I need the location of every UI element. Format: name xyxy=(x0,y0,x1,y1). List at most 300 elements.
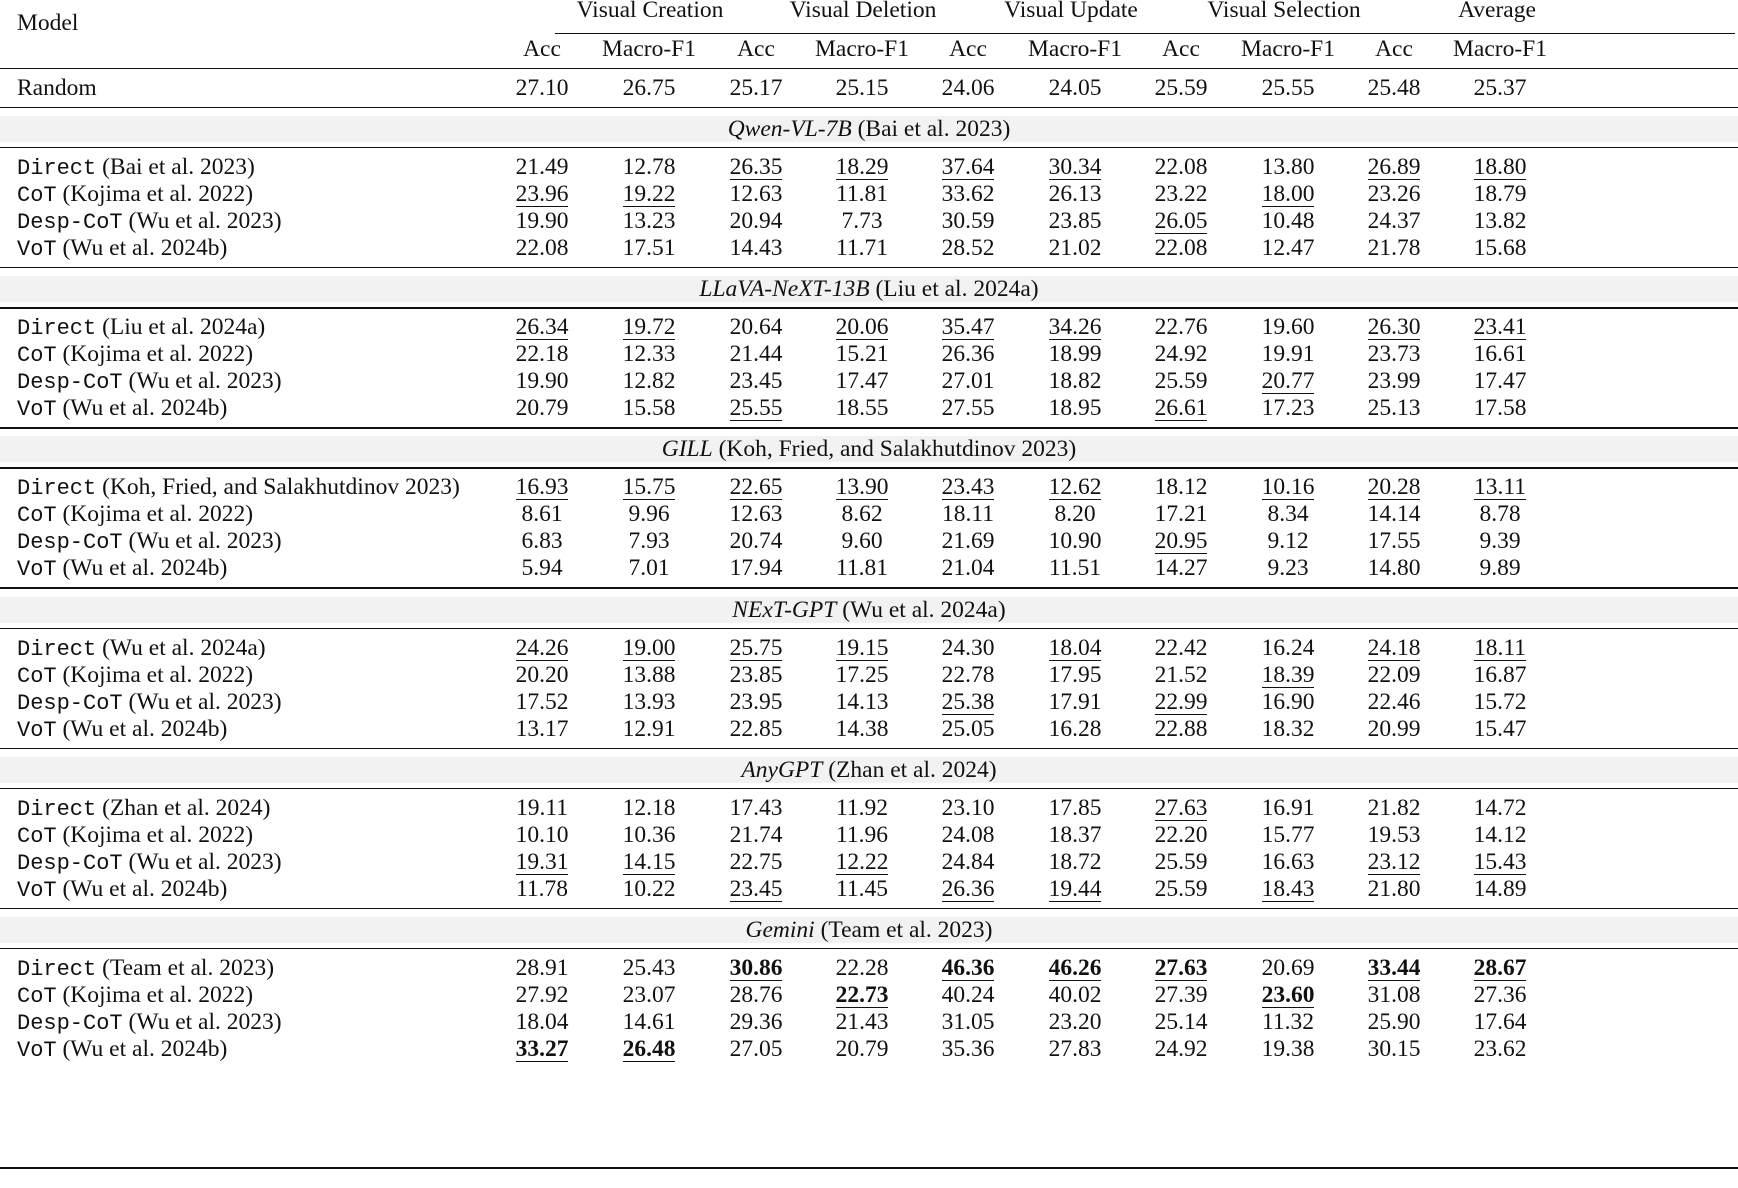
cell-value: 24.08 xyxy=(941,821,995,848)
cell-value: 13.11 xyxy=(1473,474,1526,501)
table-cell xyxy=(487,500,597,528)
cell-value: 27.36 xyxy=(1473,982,1527,1008)
method-citation: (Kojima et al. 2022) xyxy=(62,821,254,848)
model-name: Gemini xyxy=(745,917,815,943)
cell-value: 17.95 xyxy=(1048,661,1102,688)
cell-value: 25.15 xyxy=(835,75,889,101)
cell-value: 17.55 xyxy=(1367,528,1421,555)
cell-value: 14.13 xyxy=(835,688,889,715)
cell-value: 25.59 xyxy=(1154,875,1208,902)
method-label xyxy=(17,821,253,851)
table-cell xyxy=(807,661,917,689)
cell-value: 21.43 xyxy=(835,1009,889,1035)
method-citation: (Wu et al. 2023) xyxy=(128,528,282,555)
table-cell xyxy=(1339,473,1449,501)
table-cell xyxy=(701,153,811,181)
cell-value: 8.20 xyxy=(1054,501,1096,528)
method-citation: (Kojima et al. 2022) xyxy=(62,982,254,1008)
table-cell xyxy=(807,234,917,262)
method-label xyxy=(17,661,253,691)
cell-value: 27.63 xyxy=(1154,794,1208,821)
cell-value: 12.63 xyxy=(729,501,783,528)
method-name: Desp-CoT xyxy=(17,530,123,556)
cell-value: 20.94 xyxy=(729,208,783,234)
table-cell xyxy=(913,527,1023,555)
cell-value: 20.77 xyxy=(1261,368,1315,395)
method-label xyxy=(17,875,227,905)
random-value xyxy=(701,74,811,102)
table-cell xyxy=(1339,207,1449,235)
table-cell xyxy=(1126,394,1236,422)
method-citation: (Kojima et al. 2022) xyxy=(62,501,254,528)
table-cell xyxy=(1339,340,1449,368)
table-cell xyxy=(1445,207,1555,235)
cell-value: 18.04 xyxy=(1048,634,1102,661)
table-cell xyxy=(1126,554,1236,582)
table-cell xyxy=(594,207,704,235)
table-cell xyxy=(487,180,597,208)
table-cell xyxy=(1126,234,1236,262)
table-cell xyxy=(1233,180,1343,208)
cell-value: 12.18 xyxy=(622,794,676,821)
table-cell xyxy=(913,981,1023,1009)
cell-value: 19.91 xyxy=(1261,341,1315,368)
cell-value: 25.38 xyxy=(941,688,995,715)
table-cell xyxy=(1233,688,1343,716)
cell-value: 19.38 xyxy=(1261,1036,1315,1062)
table-cell xyxy=(594,1008,704,1036)
method-name: Desp-CoT xyxy=(17,690,123,716)
table-cell xyxy=(1339,1008,1449,1036)
method-label xyxy=(17,981,253,1011)
method-name: VoT xyxy=(17,717,57,743)
method-label xyxy=(17,527,282,557)
method-citation: (Wu et al. 2023) xyxy=(128,1009,282,1035)
cell-value: 18.99 xyxy=(1048,341,1102,368)
table-cell xyxy=(1445,500,1555,528)
table-cell xyxy=(1339,180,1449,208)
cell-value: 23.22 xyxy=(1154,181,1208,207)
table-cell xyxy=(594,234,704,262)
cell-value: 22.99 xyxy=(1154,688,1208,715)
model-name: GILL xyxy=(661,436,713,463)
table-cell xyxy=(594,180,704,208)
cell-value: 17.52 xyxy=(515,688,569,715)
subcolumn-header-macro-f1: Macro-F1 xyxy=(1028,36,1122,62)
table-cell xyxy=(1445,715,1555,743)
table-cell xyxy=(1020,715,1130,743)
table-cell xyxy=(1233,1035,1343,1063)
cell-value: 14.80 xyxy=(1367,555,1421,582)
table-cell xyxy=(1445,527,1555,555)
table-cell xyxy=(1339,981,1449,1009)
cell-value: 40.02 xyxy=(1048,982,1102,1008)
model-section-title xyxy=(0,435,1738,463)
cell-value: 22.20 xyxy=(1154,821,1208,848)
table-cell xyxy=(487,821,597,849)
model-citation: (Team et al. 2023) xyxy=(820,917,993,943)
table-cell xyxy=(1445,688,1555,716)
cell-value: 15.75 xyxy=(622,474,676,501)
table-cell xyxy=(1445,661,1555,689)
table-cell xyxy=(701,634,811,662)
table-cell xyxy=(594,634,704,662)
cell-value: 25.59 xyxy=(1154,75,1208,101)
table-cell xyxy=(807,527,917,555)
cell-value: 17.21 xyxy=(1154,501,1208,528)
table-cell xyxy=(1020,875,1130,903)
cell-value: 24.05 xyxy=(1048,75,1102,101)
table-cell xyxy=(1020,313,1130,341)
cell-value: 22.85 xyxy=(729,715,783,742)
table-cell xyxy=(487,207,597,235)
model-citation: (Bai et al. 2023) xyxy=(857,116,1011,142)
table-cell xyxy=(1339,661,1449,689)
cell-value: 25.13 xyxy=(1367,395,1421,422)
cell-value: 14.15 xyxy=(622,848,676,875)
cell-value: 20.95 xyxy=(1154,528,1208,555)
cell-value: 22.42 xyxy=(1154,634,1208,661)
method-label xyxy=(17,954,274,984)
cell-value: 9.23 xyxy=(1267,555,1309,582)
group-header-visual-deletion: Visual Deletion xyxy=(789,0,937,23)
method-citation: (Wu et al. 2023) xyxy=(128,368,282,395)
table-cell xyxy=(913,473,1023,501)
cell-value: 21.02 xyxy=(1048,235,1102,261)
cell-value: 22.08 xyxy=(515,235,569,261)
cell-value: 25.43 xyxy=(622,955,676,981)
table-cell xyxy=(701,875,811,903)
subcolumn-header-macro-f1: Macro-F1 xyxy=(602,36,696,62)
table-cell xyxy=(913,340,1023,368)
cell-value: 17.58 xyxy=(1473,395,1527,422)
cell-value: 19.44 xyxy=(1048,875,1102,902)
method-name: Direct xyxy=(17,156,97,181)
cell-value: 25.17 xyxy=(729,75,783,101)
table-cell xyxy=(1020,207,1130,235)
cell-value: 12.63 xyxy=(729,181,783,207)
table-cell xyxy=(1020,153,1130,181)
table-cell xyxy=(701,848,811,876)
table-cell xyxy=(1020,794,1130,822)
method-citation: (Zhan et al. 2024) xyxy=(102,794,271,821)
cell-value: 7.01 xyxy=(628,555,670,582)
cell-value: 23.60 xyxy=(1261,982,1315,1008)
cell-value: 25.59 xyxy=(1154,368,1208,395)
method-citation: (Wu et al. 2024b) xyxy=(62,235,228,261)
table-cell xyxy=(807,1008,917,1036)
method-label xyxy=(17,367,282,397)
cell-value: 8.61 xyxy=(521,501,563,528)
table-cell xyxy=(1126,661,1236,689)
cell-value: 21.49 xyxy=(515,154,569,180)
method-citation: (Kojima et al. 2022) xyxy=(62,181,254,207)
table-cell xyxy=(487,688,597,716)
method-name: Direct xyxy=(17,316,97,342)
table-cell xyxy=(1233,313,1343,341)
cell-value: 17.51 xyxy=(622,235,676,261)
cell-value: 23.62 xyxy=(1473,1036,1527,1062)
method-label xyxy=(17,500,253,530)
method-label xyxy=(17,180,253,210)
group-header-visual-selection: Visual Selection xyxy=(1207,0,1361,23)
table-cell xyxy=(1233,527,1343,555)
method-citation: (Liu et al. 2024a) xyxy=(102,314,266,341)
cell-value: 19.31 xyxy=(515,848,569,875)
table-cell xyxy=(1020,981,1130,1009)
table-cell xyxy=(1233,554,1343,582)
cell-value: 15.68 xyxy=(1473,235,1527,261)
method-label xyxy=(17,1035,227,1065)
cell-value: 15.58 xyxy=(622,395,676,422)
table-cell xyxy=(1020,954,1130,982)
table-cell xyxy=(487,1008,597,1036)
cell-value: 19.22 xyxy=(622,181,676,207)
method-name: VoT xyxy=(17,877,57,903)
method-citation: (Wu et al. 2024b) xyxy=(62,875,228,902)
cell-value: 12.22 xyxy=(835,848,889,875)
cell-value: 18.55 xyxy=(835,395,889,422)
cell-value: 26.05 xyxy=(1154,208,1208,234)
cell-value: 23.96 xyxy=(515,181,569,207)
cell-value: 9.96 xyxy=(628,501,670,528)
cell-value: 23.99 xyxy=(1367,368,1421,395)
table-cell xyxy=(487,367,597,395)
method-name: VoT xyxy=(17,397,57,423)
cell-value: 22.46 xyxy=(1367,688,1421,715)
cell-value: 15.77 xyxy=(1261,821,1315,848)
method-label xyxy=(17,794,270,824)
table-cell xyxy=(487,313,597,341)
table-cell xyxy=(807,207,917,235)
cell-value: 15.43 xyxy=(1473,848,1527,875)
cell-value: 46.26 xyxy=(1048,955,1102,981)
group-header-average: Average xyxy=(1458,0,1536,23)
cell-value: 17.47 xyxy=(1473,368,1527,395)
section-header-rule xyxy=(0,948,1738,949)
method-citation: (Wu et al. 2024b) xyxy=(62,555,228,582)
subcolumn-header-acc: Acc xyxy=(1375,36,1413,62)
table-cell xyxy=(807,554,917,582)
cell-value: 18.37 xyxy=(1048,821,1102,848)
section-bottom-rule xyxy=(0,267,1738,268)
table-cell xyxy=(594,340,704,368)
table-cell xyxy=(1445,875,1555,903)
cell-value: 18.32 xyxy=(1261,715,1315,742)
table-cell xyxy=(1339,688,1449,716)
cell-value: 28.91 xyxy=(515,955,569,981)
table-cell xyxy=(1126,1035,1236,1063)
method-name: VoT xyxy=(17,1038,57,1063)
cell-value: 27.92 xyxy=(515,982,569,1008)
table-cell xyxy=(1339,848,1449,876)
cell-value: 21.44 xyxy=(729,341,783,368)
cell-value: 35.47 xyxy=(941,314,995,341)
cell-value: 26.35 xyxy=(729,154,783,180)
method-name: Desp-CoT xyxy=(17,1011,123,1036)
table-cell xyxy=(701,234,811,262)
cell-value: 6.83 xyxy=(521,528,563,555)
cell-value: 26.13 xyxy=(1048,181,1102,207)
table-cell xyxy=(487,661,597,689)
cell-value: 25.55 xyxy=(1261,75,1315,101)
model-citation: (Zhan et al. 2024) xyxy=(828,756,997,783)
table-cell xyxy=(1233,794,1343,822)
cell-value: 24.84 xyxy=(941,848,995,875)
model-section-title xyxy=(0,275,1738,303)
model-citation: (Koh, Fried, and Salakhutdinov 2023) xyxy=(718,436,1077,463)
cell-value: 9.39 xyxy=(1479,528,1521,555)
table-cell xyxy=(1020,1035,1130,1063)
cell-value: 19.53 xyxy=(1367,821,1421,848)
table-cell xyxy=(1020,527,1130,555)
section-bottom-rule xyxy=(0,587,1738,588)
model-section-title xyxy=(0,916,1738,944)
table-cell xyxy=(594,981,704,1009)
cell-value: 23.95 xyxy=(729,688,783,715)
table-cell xyxy=(1339,554,1449,582)
table-cell xyxy=(807,875,917,903)
table-cell xyxy=(1339,153,1449,181)
cell-value: 22.08 xyxy=(1154,154,1208,180)
cell-value: 14.38 xyxy=(835,715,889,742)
table-cell xyxy=(1020,554,1130,582)
table-cell xyxy=(594,313,704,341)
cell-value: 12.82 xyxy=(622,368,676,395)
table-cell xyxy=(913,153,1023,181)
table-cell xyxy=(1126,794,1236,822)
section-bottom-rule xyxy=(0,908,1738,909)
table-cell xyxy=(1233,661,1343,689)
table-cell xyxy=(1445,981,1555,1009)
cell-value: 21.80 xyxy=(1367,875,1421,902)
table-cell xyxy=(701,954,811,982)
cell-value: 14.27 xyxy=(1154,555,1208,582)
subcolumn-header-acc: Acc xyxy=(1162,36,1200,62)
table-cell xyxy=(594,794,704,822)
table-cell xyxy=(487,153,597,181)
section-bottom-rule xyxy=(0,427,1738,428)
table-cell xyxy=(1339,527,1449,555)
cell-value: 20.79 xyxy=(835,1036,889,1062)
table-cell xyxy=(1339,367,1449,395)
cell-value: 22.75 xyxy=(729,848,783,875)
method-citation: (Wu et al. 2023) xyxy=(128,688,282,715)
table-cell xyxy=(1020,234,1130,262)
cell-value: 16.87 xyxy=(1473,661,1527,688)
model-section-title xyxy=(0,596,1738,624)
table-cell xyxy=(1020,394,1130,422)
table-cell xyxy=(1126,688,1236,716)
table-cell xyxy=(1020,821,1130,849)
method-label xyxy=(17,313,265,343)
random-value xyxy=(1020,74,1130,102)
random-bottom-rule xyxy=(0,107,1738,108)
table-cell xyxy=(1339,313,1449,341)
model-column-header: Model xyxy=(17,10,79,36)
table-cell xyxy=(701,688,811,716)
table-cell xyxy=(1445,234,1555,262)
subcolumn-header-acc: Acc xyxy=(523,36,561,62)
random-value xyxy=(807,74,917,102)
table-cell xyxy=(701,394,811,422)
table-cell xyxy=(807,367,917,395)
cell-value: 7.93 xyxy=(628,528,670,555)
cell-value: 21.78 xyxy=(1367,235,1421,261)
cell-value: 25.55 xyxy=(729,395,783,422)
cell-value: 23.07 xyxy=(622,982,676,1008)
table-cell xyxy=(594,554,704,582)
table-cell xyxy=(913,500,1023,528)
table-cell xyxy=(1020,661,1130,689)
table-cell xyxy=(1339,875,1449,903)
table-cell xyxy=(701,207,811,235)
table-cell xyxy=(1445,794,1555,822)
table-bottom-rule xyxy=(0,1167,1738,1169)
method-citation: (Kojima et al. 2022) xyxy=(62,661,254,688)
method-label xyxy=(17,688,282,718)
subcolumn-header-macro-f1: Macro-F1 xyxy=(815,36,909,62)
cell-value: 25.14 xyxy=(1154,1009,1208,1035)
cell-value: 19.90 xyxy=(515,368,569,395)
table-cell xyxy=(1126,821,1236,849)
table-cell xyxy=(1445,954,1555,982)
group-header-visual-creation: Visual Creation xyxy=(576,0,724,23)
cell-value: 11.71 xyxy=(835,235,888,261)
subcolumn-header-macro-f1: Macro-F1 xyxy=(1241,36,1335,62)
cell-value: 11.78 xyxy=(515,875,568,902)
table-cell xyxy=(913,313,1023,341)
method-citation: (Wu et al. 2024a) xyxy=(102,634,266,661)
table-cell xyxy=(1233,367,1343,395)
table-cell xyxy=(1445,634,1555,662)
table-cell xyxy=(1126,500,1236,528)
method-name: CoT xyxy=(17,183,57,208)
table-cell xyxy=(1233,1008,1343,1036)
cell-value: 13.17 xyxy=(515,715,569,742)
table-cell xyxy=(1020,500,1130,528)
method-citation: (Wu et al. 2024b) xyxy=(62,395,228,422)
cell-value: 28.52 xyxy=(941,235,995,261)
method-label xyxy=(17,234,227,264)
random-row-label: Random xyxy=(17,75,97,101)
cell-value: 33.27 xyxy=(515,1036,569,1062)
table-cell xyxy=(594,661,704,689)
cell-value: 14.72 xyxy=(1473,794,1527,821)
random-value xyxy=(1445,74,1555,102)
table-cell xyxy=(701,313,811,341)
cell-value: 18.11 xyxy=(941,501,994,528)
method-citation: (Wu et al. 2024b) xyxy=(62,715,228,742)
method-name: Direct xyxy=(17,476,97,502)
cell-value: 25.37 xyxy=(1473,75,1527,101)
table-cell xyxy=(1445,473,1555,501)
table-cell xyxy=(1233,821,1343,849)
table-cell xyxy=(594,500,704,528)
table-cell xyxy=(487,634,597,662)
method-label xyxy=(17,473,460,503)
method-name: Desp-CoT xyxy=(17,210,123,235)
cell-value: 18.39 xyxy=(1261,661,1315,688)
table-cell xyxy=(1020,367,1130,395)
cell-value: 25.59 xyxy=(1154,848,1208,875)
cell-value: 12.78 xyxy=(622,154,676,180)
table-cell xyxy=(807,821,917,849)
table-cell xyxy=(1126,634,1236,662)
cell-value: 27.01 xyxy=(941,368,995,395)
cell-value: 28.67 xyxy=(1473,955,1527,981)
cell-value: 18.95 xyxy=(1048,395,1102,422)
